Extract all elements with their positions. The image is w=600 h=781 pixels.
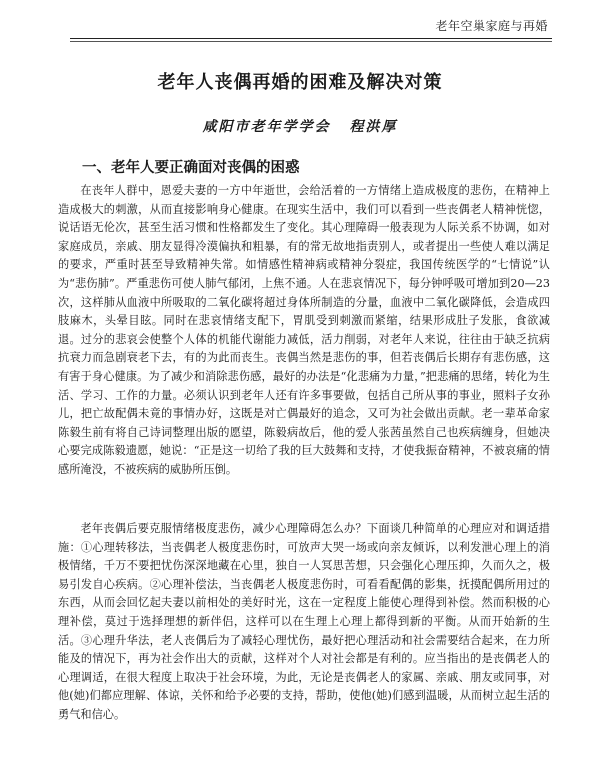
body-paragraph-1: 在丧年人群中，恩爱夫妻的一方中年逝世，会给活着的一方情绪上造成极度的悲伤，在精神上造成极大的刺激，从而直接影响身心健康。在现实生活中，我们可以看到一些丧偶老人精神恍惚，说话语无伦次，甚至生活习惯和性格都发生了变化。其心理障碍一般表现为人际关系不协调，如对家庭成员，亲戚、朋友显得冷漠偏执和粗暴，有的常无故地指责别人，或者提出一些使人难以满足的要求，严重时甚至导致精神失常。如情感性精神病或精神分裂症，我国传统医学的“七情说”认为“悲伤肺”。严重悲伤可使人肺气郁闭，上焦不通。人在悲哀情况下，每分钟呼吸可增加到20—23次，这样肺从血液中所吸取的二氧化碳将超过身体所制造的分量，血液中二氧化碳降低，会造成四肢麻木，头晕目眩。同时在悲哀情绪支配下，胃肌受到刺激而紧缩，结果形成肚子发胀，食欲减退。过分的悲哀会使整个人体的机能代谢能力减低，活力削弱，对老年人来说，往往由于缺乏抗病抗衰力而急剧衰老下去，有的为此而丧生。丧偶当然是悲伤的事，但若丧偶后长期存有悲伤感，这有害于身心健康。为了减少和消除悲伤感，最好的办法是“化悲痛为力量，”把悲痛的思绪，转化为生活、学习、工作的力量。必须认识到老年人还有许多事要做，包括自己所从事的事业，照料子女孙儿，把亡故配偶未竟的事情办好，这既是对亡偶最好的追念，又可为社会做出贡献。老一辈革命家陈毅生前有将自己诗词整理出版的愿望，陈毅病故后，他的爱人张茜虽然自己也疾病缠身，但她决心要完成陈毅遗愿，她说：“正是这一切给了我的巨大鼓舞和支持，才使我振奋精神，不被哀痛的情感所淹没，不被疾病的威胁所压倒。: [58, 184, 550, 476]
byline: [0, 116, 600, 136]
author-affiliation: 咸阳市老年学学会: [202, 119, 331, 135]
body-paragraph-2: 老年丧偶后要克服情绪极度悲伤，减少心理障碍怎么办？下面谈几种简单的心理应对和调适措施：①心理转移法，当丧偶老人极度悲伤时，可放声大哭一场或向亲友倾诉，以利发泄心理上的消极情绪，千万不要把忧伤深深地藏在心里，独自一人冥思苦想，只会强化心理压抑，久而久之，极易引发自心疾病。②心理补偿法，当丧偶老人极度悲伤时，可看看配偶的影集，抚摸配偶所用过的东西，从而会回忆起夫妻以前相处的美好时光，这在一定程度上能使心理得到补偿。然而积极的心理补偿，莫过于选择理想的新伴侣，这样可以在生理上心理上都得到新的平衡。从而开始新的生活。③心理升华法，老人丧偶后为了减轻心理忧伤，最好把心理活动和社会需要结合起来，在力所能及的情况下，再为社会作出大的贡献，这样对个人对社会都是有利的。应当指出的是丧偶老人的心理调适，在很大程度上取决于社会环境，为此，无论是丧偶老人的家属、亲戚、朋友或同事，对他(她)们都应理解、体谅，关怀和给予必要的支持，帮助，使他(她)们感到温暖，从而树立起生活的勇气和信心。: [58, 522, 550, 721]
section-heading: 一、老年人要正确面对丧偶的困惑: [82, 160, 300, 176]
header-rule: [70, 38, 552, 39]
author-name: 程洪厚: [349, 119, 398, 135]
header-rule-secondary: [70, 41, 552, 42]
article-title: 老年人丧偶再婚的困难及解决对策: [157, 72, 443, 93]
running-header: 老年空巢家庭与再婚: [435, 19, 548, 33]
